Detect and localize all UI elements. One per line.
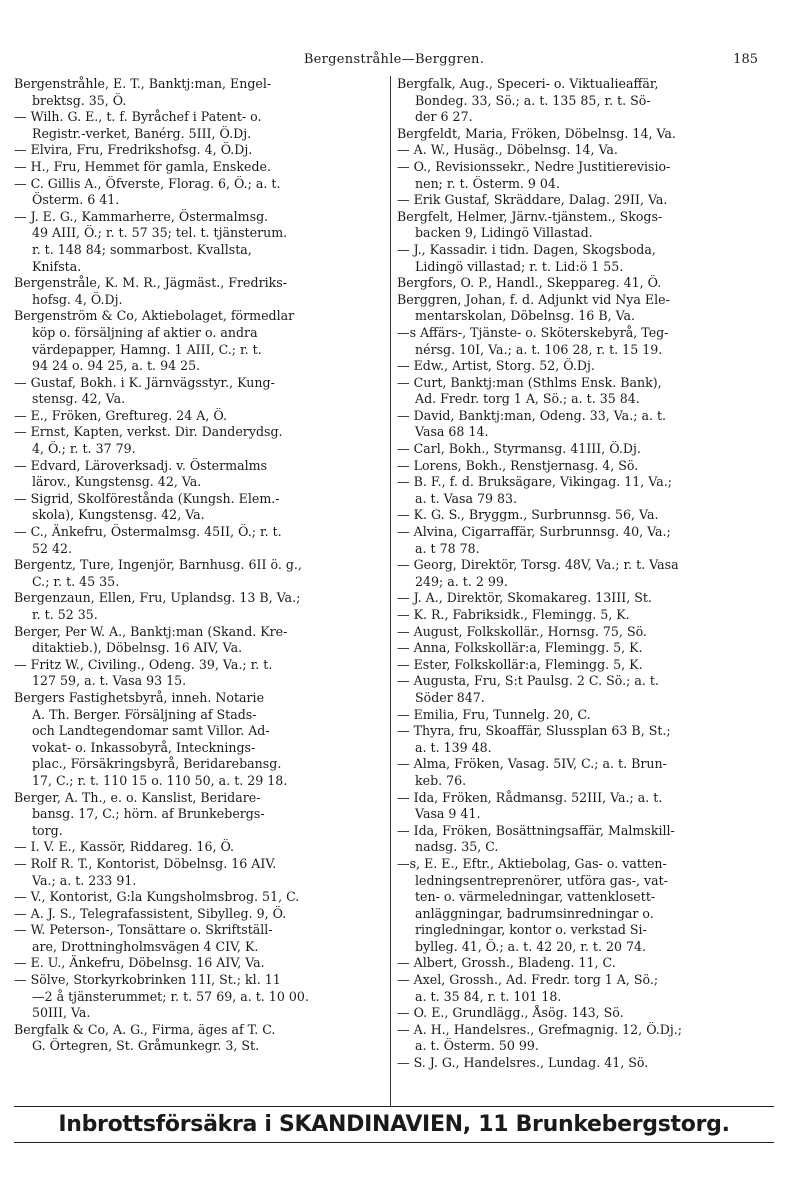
directory-line: — August, Folkskollär., Hornsg. 75, Sö.	[397, 623, 647, 639]
advertisement-banner: Inbrottsförsäkra i SKANDINAVIEN, 11 Brunkebergstorg.	[58, 1112, 730, 1137]
directory-line: Österm. 6 41.	[32, 192, 120, 208]
directory-line: 17, C.; r. t. 110 15 o. 110 50, a. t. 29 18.	[32, 772, 288, 788]
directory-line: Bergenstråle, K. M. R., Jägmäst., Fredriks-	[14, 275, 287, 291]
directory-line: r. t. 52 35.	[32, 607, 98, 622]
directory-line: — W. Peterson-, Tonsättare o. Skriftställ-	[14, 922, 273, 938]
directory-line: stensg. 42, Va.	[32, 391, 126, 407]
directory-line: Bergentz, Ture, Ingenjör, Barnhusg. 6II ö. g.,	[14, 557, 302, 573]
directory-line: — I. V. E., Kassör, Riddareg. 16, Ö.	[14, 839, 235, 855]
directory-line: Vasa 68 14.	[415, 424, 489, 440]
directory-line: — Anna, Folkskollär:a, Flemingg. 5, K.	[397, 640, 643, 656]
directory-line: — Albert, Grossh., Bladeng. 11, C.	[397, 955, 616, 971]
directory-line: nen; r. t. Österm. 9 04.	[415, 175, 560, 191]
directory-line: — O. E., Grundlägg., Åsög. 143, Sö.	[397, 1005, 624, 1021]
left-column	[14, 76, 390, 1106]
directory-line: köp o. försäljning af aktier o. andra	[32, 324, 258, 340]
directory-line: Bergfalk, Aug., Speceri- o. Viktualieaffär,	[397, 76, 659, 91]
directory-line: — David, Banktj:man, Odeng. 33, Va.; a. t.	[397, 407, 667, 423]
directory-line: — J. E. G., Kammarherre, Östermalmsg.	[14, 208, 269, 224]
directory-line: a. t. Österm. 50 99.	[415, 1038, 539, 1054]
directory-line: — Ester, Folkskollär:a, Flemingg. 5, K.	[397, 656, 643, 672]
directory-line: hofsg. 4, Ö.Dj.	[32, 291, 123, 307]
directory-line: ditaktieb.), Döbelnsg. 16 AIV, Va.	[32, 640, 243, 656]
directory-line: — O., Revisionssekr., Nedre Justitierevisio-	[397, 158, 671, 174]
directory-line: — Fritz W., Civiling., Odeng. 39, Va.; r. t.	[14, 656, 273, 672]
directory-line: Berggren, Johan, f. d. Adjunkt vid Nya Ele-	[397, 291, 670, 307]
directory-line: backen 9, Lidingö Villastad.	[415, 225, 593, 241]
directory-line: keb. 76.	[415, 772, 467, 788]
directory-line: — Rolf R. T., Kontorist, Döbelnsg. 16 AIV.	[14, 855, 277, 871]
directory-line: Bergfelt, Helmer, Järnv.-tjänstem., Skogs-	[397, 208, 663, 224]
directory-line: lärov., Kungstensg. 42, Va.	[32, 474, 202, 490]
directory-line: Berger, Per W. A., Banktj:man (Skand. Kre-	[14, 623, 288, 639]
advert-rule-top	[14, 1106, 774, 1107]
directory-line: — H., Fru, Hemmet för gamla, Enskede.	[14, 158, 271, 174]
directory-line: — B. F., f. d. Bruksägare, Vikingag. 11, Va.;	[397, 474, 673, 490]
directory-line: brektsg. 35, Ö.	[32, 92, 127, 108]
directory-line: — Edw., Artist, Storg. 52, Ö.Dj.	[397, 358, 595, 374]
directory-line: C.; r. t. 45 35.	[32, 573, 120, 589]
directory-line: — Ida, Fröken, Rådmansg. 52III, Va.; a. t.	[397, 789, 663, 805]
directory-line: — Edvard, Läroverksadj. v. Östermalms	[14, 457, 268, 473]
directory-line: bylleg. 41, Ö.; a. t. 42 20, r. t. 20 74.	[415, 938, 647, 954]
directory-line: — Elvira, Fru, Fredrikshofsg. 4, Ö.Dj.	[14, 142, 253, 158]
directory-line: — C. Gillis A., Öfverste, Florag. 6, Ö.; a. t.	[14, 175, 281, 191]
directory-line: A. Th. Berger. Försäljning af Stads-	[32, 706, 257, 722]
directory-line: Bergfors, O. P., Handl., Skeppareg. 41, Ö.	[397, 275, 662, 291]
directory-line: 94 24 o. 94 25, a. t. 94 25.	[32, 358, 201, 374]
directory-line: Bergenstråhle, E. T., Banktj:man, Engel-	[14, 76, 272, 91]
directory-line: — K. R., Fabriksidk., Flemingg. 5, K.	[397, 607, 630, 622]
directory-line: ten- o. värmeledningar, vattenklosett-	[415, 889, 656, 905]
directory-line: a. t. 35 84, r. t. 101 18.	[415, 988, 562, 1004]
directory-line: G. Örtegren, St. Gråmunkegr. 3, St.	[32, 1038, 260, 1054]
directory-line: skola), Kungstensg. 42, Va.	[32, 507, 205, 523]
directory-line: —s Affärs-, Tjänste- o. Sköterskebyrå, Teg-	[397, 324, 669, 340]
directory-line: — A. W., Husäg., Döbelnsg. 14, Va.	[397, 142, 618, 158]
directory-line: —2 å tjänsterummet; r. t. 57 69, a. t. 10 00.	[32, 988, 309, 1004]
directory-line: Berger, A. Th., e. o. Kanslist, Beridare-	[14, 789, 261, 805]
directory-line: Registr.-verket, Banérg. 5III, Ö.Dj.	[32, 125, 252, 141]
directory-line: — K. G. S., Bryggm., Surbrunnsg. 56, Va.	[397, 507, 659, 523]
directory-line: a. t 78 78.	[415, 540, 480, 556]
directory-line: värdepapper, Hamng. 1 AIII, C.; r. t.	[32, 341, 262, 357]
directory-line: — E., Fröken, Greftureg. 24 A, Ö.	[14, 407, 227, 423]
directory-line: mentarskolan, Döbelnsg. 16 B, Va.	[415, 308, 636, 324]
running-head: Bergenstråhle—Berggren.	[303, 52, 485, 67]
directory-line: torg.	[32, 822, 63, 838]
directory-line: — Augusta, Fru, S:t Paulsg. 2 C. Sö.; a. t.	[397, 673, 659, 689]
directory-line: ringledningar, kontor o. verkstad Si-	[415, 922, 647, 938]
directory-line: — Thyra, fru, Skoaffär, Slussplan 63 B, St.;	[397, 723, 671, 739]
page-header	[14, 52, 774, 74]
directory-line: — Curt, Banktj:man (Sthlms Ensk. Bank),	[397, 374, 662, 390]
directory-line: — A. H., Handelsres., Grefmagnig. 12, Ö.Dj.;	[397, 1021, 683, 1037]
directory-line: Bergfeldt, Maria, Fröken, Döbelnsg. 14, Va.	[397, 125, 676, 141]
directory-line: — A. J. S., Telegrafassistent, Sibylleg. 9, Ö.	[14, 905, 287, 921]
directory-line: Lidingö villastad; r. t. Lid:ö 1 55.	[415, 258, 624, 274]
directory-line: 127 59, a. t. Vasa 93 15.	[32, 673, 187, 689]
directory-line: — Georg, Direktör, Torsg. 48V, Va.; r. t. Vasa	[397, 557, 679, 573]
directory-line: — Sigrid, Skolföreståndа (Kungsh. Elem.-	[14, 490, 280, 506]
directory-line: plac., Försäkringsbyrå, Beridarebansg.	[32, 756, 282, 772]
directory-line: — V., Kontorist, G:la Kungsholmsbrog. 51, C.	[14, 889, 300, 905]
directory-line: — C., Änkefru, Östermalmsg. 45II, Ö.; r. t.	[14, 524, 282, 540]
directory-line: — Alvina, Cigarraffär, Surbrunnsg. 40, Va.;	[397, 524, 671, 540]
directory-line: — S. J. G., Handelsres., Lundag. 41, Sö.	[397, 1055, 649, 1071]
directory-line: — Ida, Fröken, Bosättningsaffär, Malmskill-	[397, 822, 675, 838]
page-number: 185	[733, 52, 758, 67]
directory-line: Bergfalk & Co, A. G., Firma, äges af T. C.	[14, 1021, 276, 1037]
directory-line: are, Drottningholmsvägen 4 CIV, K.	[32, 938, 259, 954]
directory-line: — E. U., Änkefru, Döbelnsg. 16 AIV, Va.	[14, 955, 265, 971]
directory-line: — J., Kassadir. i tidn. Dagen, Skogsboda,	[397, 241, 656, 257]
directory-line: nadsg. 35, C.	[415, 839, 499, 855]
directory-line: 249; a. t. 2 99.	[415, 573, 508, 589]
directory-line: — Emilia, Fru, Tunnelg. 20, C.	[397, 706, 591, 722]
directory-line: — Axel, Grossh., Ad. Fredr. torg 1 A, Sö.;	[397, 972, 659, 988]
directory-line: Bergenström & Co, Aktiebolaget, förmedlar	[14, 308, 295, 324]
directory-line: Vasa 9 41.	[415, 806, 481, 822]
directory-line: — Lorens, Bokh., Renstjernasg. 4, Sö.	[397, 457, 639, 473]
directory-line: ledningsentreprenörer, utföra gas-, vat-	[415, 872, 668, 888]
directory-line: 52 42.	[32, 540, 73, 556]
advert-rule-bottom	[14, 1142, 774, 1143]
right-column	[390, 76, 769, 1106]
directory-line: — Alma, Fröken, Vasag. 5IV, C.; a. t. Brun-	[397, 756, 667, 772]
directory-line: a. t. 139 48.	[415, 739, 492, 755]
directory-line: och Landtegendomar samt Villor. Ad-	[32, 723, 270, 739]
directory-line: —s, E. E., Eftr., Aktiebolag, Gas- o. vatten-	[397, 855, 667, 871]
directory-line: 50III, Va.	[32, 1005, 91, 1021]
directory-line: — Gustaf, Bokh. i K. Järnvägsstyr., Kung-	[14, 374, 275, 390]
directory-line: — Carl, Bokh., Styrmansg. 41III, Ö.Dj.	[397, 441, 641, 457]
directory-line: r. t. 148 84; sommarbost. Kvallsta,	[32, 241, 252, 257]
directory-line: anläggningar, badrumsinredningar o.	[415, 905, 654, 921]
directory-line: — Sölve, Storkyrkobrinken 11I, St.; kl. 11	[14, 972, 281, 988]
directory-line: 49 AIII, Ö.; r. t. 57 35; tel. t. tjänsterum.	[32, 225, 288, 241]
directory-line: Söder 847.	[415, 689, 485, 705]
directory-line: Bondeg. 33, Sö.; a. t. 135 85, r. t. Sö-	[415, 92, 651, 108]
directory-line: nérsg. 10I, Va.; a. t. 106 28, r. t. 15 19.	[415, 341, 663, 357]
directory-line: vokat- o. Inkassobyrå, Intecknings-	[32, 739, 256, 755]
directory-line: — Erik Gustaf, Skräddare, Dalag. 29II, Va.	[397, 192, 668, 208]
directory-line: a. t. Vasa 79 83.	[415, 490, 518, 506]
directory-line: — Wilh. G. E., t. f. Byråchef i Patent- o.	[14, 109, 262, 125]
directory-line: der 6 27.	[415, 109, 473, 125]
directory-line: Bergers Fastighetsbyrå, inneh. Notarie	[14, 689, 265, 705]
directory-line: 4, Ö.; r. t. 37 79.	[32, 441, 136, 457]
directory-line: — J. A., Direktör, Skomakareg. 13III, St.	[397, 590, 652, 606]
directory-line: Bergenzaun, Ellen, Fru, Uplandsg. 13 B, Va.;	[14, 590, 301, 606]
directory-line: bansg. 17, C.; hörn. af Brunkebergs-	[32, 806, 265, 822]
directory-columns	[14, 76, 772, 1106]
directory-line: Ad. Fredr. torg 1 A, Sö.; a. t. 35 84.	[415, 391, 640, 407]
directory-line: Knifsta.	[32, 258, 82, 274]
directory-line: — Ernst, Kapten, verkst. Dir. Danderydsg.	[14, 424, 283, 440]
directory-line: Va.; a. t. 233 91.	[32, 872, 137, 888]
